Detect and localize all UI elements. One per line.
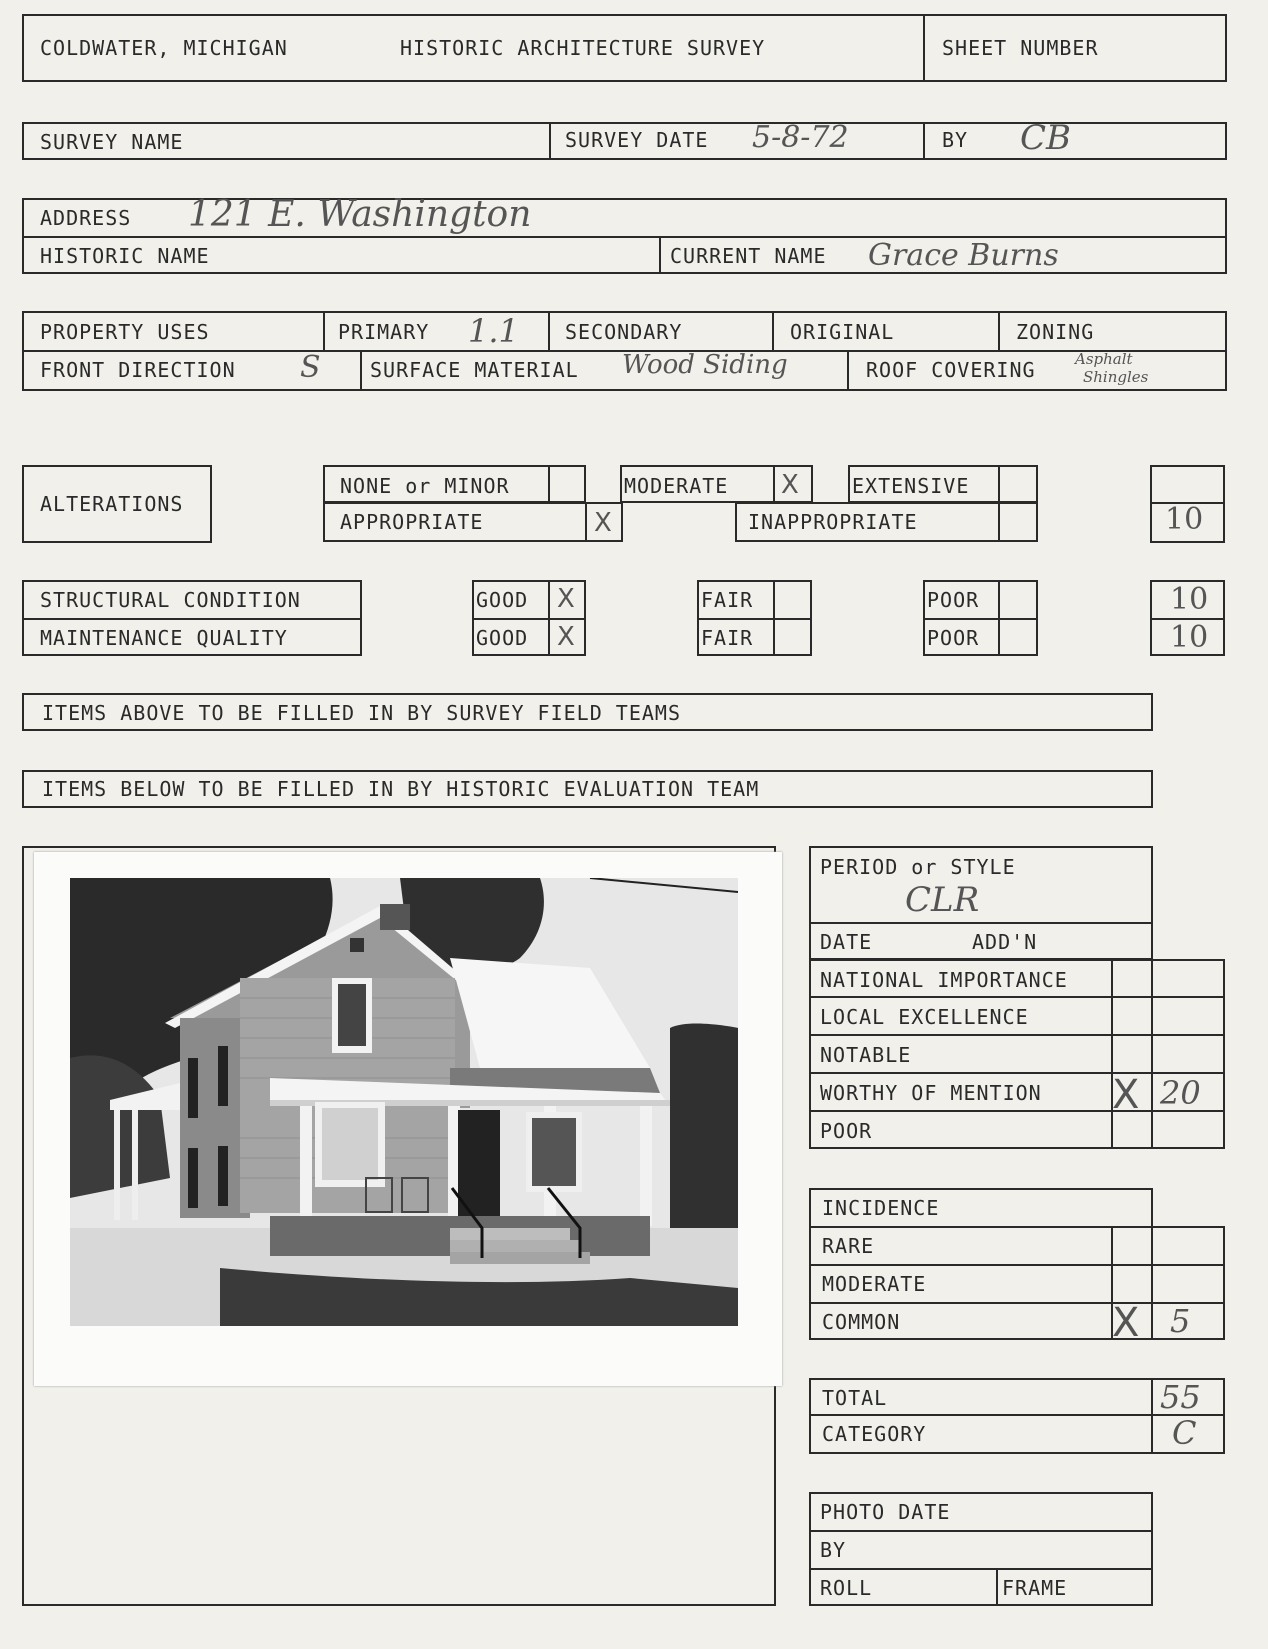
evaluation-poor-label: POOR bbox=[820, 1119, 873, 1143]
poor-box-check-div bbox=[998, 580, 1000, 656]
inappropriate-label: INAPPROPRIATE bbox=[748, 510, 918, 534]
roll-frame-divider bbox=[996, 1568, 998, 1606]
survey-by-value: CB bbox=[1020, 118, 1071, 158]
importance-row-2 bbox=[809, 1034, 1225, 1036]
alterations-label: ALTERATIONS bbox=[40, 492, 184, 516]
below-note-top bbox=[22, 770, 1153, 772]
condition-label-divider bbox=[22, 618, 362, 620]
property-div-c bbox=[772, 311, 774, 351]
total-label: TOTAL bbox=[822, 1386, 888, 1410]
current-name-divider bbox=[659, 236, 661, 274]
photo-info-row-1 bbox=[809, 1530, 1153, 1532]
current-name-value: Grace Burns bbox=[868, 238, 1059, 273]
incidence-row-2 bbox=[809, 1302, 1225, 1304]
current-name-label: CURRENT NAME bbox=[670, 244, 827, 268]
period-date-divider bbox=[809, 922, 1153, 924]
front-direction-label: FRONT DIRECTION bbox=[40, 358, 236, 382]
structural-score: 10 bbox=[1170, 582, 1209, 617]
importance-score-div bbox=[1151, 959, 1153, 1149]
period-style-label: PERIOD or STYLE bbox=[820, 855, 1016, 879]
surface-material-label: SURFACE MATERIAL bbox=[370, 358, 579, 382]
common-mark: X bbox=[1112, 1300, 1140, 1346]
frame-label: FRAME bbox=[1002, 1576, 1068, 1600]
worthy-of-mention-label: WORTHY OF MENTION bbox=[820, 1081, 1042, 1105]
good-box-divider bbox=[472, 618, 586, 620]
photo-info-row-2 bbox=[809, 1568, 1153, 1570]
house-photo bbox=[70, 878, 738, 1326]
common-score: 5 bbox=[1170, 1302, 1191, 1340]
extensive-check-div bbox=[998, 465, 1000, 503]
survey-date-value: 5-8-72 bbox=[752, 120, 849, 155]
maintenance-poor-label: POOR bbox=[927, 626, 980, 650]
maintenance-fair-label: FAIR bbox=[701, 626, 754, 650]
incidence-moderate-label: MODERATE bbox=[822, 1272, 927, 1296]
primary-value: 1.1 bbox=[468, 312, 519, 350]
property-div-e bbox=[360, 350, 362, 390]
fair-box-divider bbox=[697, 618, 812, 620]
maintenance-good-label: GOOD bbox=[476, 626, 529, 650]
incidence-label: INCIDENCE bbox=[822, 1196, 940, 1220]
poor-box-divider bbox=[923, 618, 1038, 620]
notable-label: NOTABLE bbox=[820, 1043, 912, 1067]
category-value: C bbox=[1172, 1414, 1197, 1452]
below-note-right bbox=[1151, 770, 1153, 808]
alterations-score: 10 bbox=[1165, 502, 1204, 537]
zoning-label: ZONING bbox=[1016, 320, 1095, 344]
none-minor-label: NONE or MINOR bbox=[340, 474, 510, 498]
local-excellence-label: LOCAL EXCELLENCE bbox=[820, 1005, 1029, 1029]
roll-label: ROLL bbox=[820, 1576, 873, 1600]
date-label: DATE bbox=[820, 930, 873, 954]
historic-name-label: HISTORIC NAME bbox=[40, 244, 210, 268]
address-label: ADDRESS bbox=[40, 206, 132, 230]
property-div-f bbox=[847, 350, 849, 390]
appropriate-label: APPROPRIATE bbox=[340, 510, 484, 534]
below-note: ITEMS BELOW TO BE FILLED IN BY HISTORIC EVALUATION TEAM bbox=[42, 777, 760, 801]
photo-by-label: BY bbox=[820, 1538, 847, 1562]
header-divider bbox=[923, 14, 925, 82]
property-div-a bbox=[323, 311, 325, 351]
total-value: 55 bbox=[1160, 1378, 1201, 1416]
totals-score-div bbox=[1151, 1378, 1153, 1454]
sheet-number-label: SHEET NUMBER bbox=[942, 36, 1099, 60]
roof-covering-value-2: Shingles bbox=[1083, 368, 1149, 386]
city-label: COLDWATER, MICHIGAN bbox=[40, 36, 288, 60]
address-value: 121 E. Washington bbox=[188, 194, 532, 235]
rare-label: RARE bbox=[822, 1234, 875, 1258]
importance-check-div bbox=[1111, 959, 1113, 1149]
good-box-check-div bbox=[548, 580, 550, 656]
structural-condition-label: STRUCTURAL CONDITION bbox=[40, 588, 301, 612]
importance-row-1 bbox=[809, 996, 1225, 998]
survey-row-bottom bbox=[22, 158, 1227, 160]
photo-date-label: PHOTO DATE bbox=[820, 1500, 951, 1524]
survey-row-left bbox=[22, 122, 24, 160]
property-div-b bbox=[548, 311, 550, 351]
maintenance-quality-label: MAINTENANCE QUALITY bbox=[40, 626, 288, 650]
primary-label: PRIMARY bbox=[338, 320, 430, 344]
roof-covering-value-1: Asphalt bbox=[1075, 350, 1133, 368]
structural-poor-label: POOR bbox=[927, 588, 980, 612]
none-minor-check-div bbox=[548, 465, 550, 503]
original-label: ORIGINAL bbox=[790, 320, 895, 344]
worthy-of-mention-mark: X bbox=[1112, 1072, 1140, 1118]
moderate-label: MODERATE bbox=[624, 474, 729, 498]
national-importance-label: NATIONAL IMPORTANCE bbox=[820, 968, 1068, 992]
survey-title: HISTORIC ARCHITECTURE SURVEY bbox=[400, 36, 766, 60]
property-uses-label: PROPERTY USES bbox=[40, 320, 210, 344]
maintenance-good-mark: X bbox=[557, 622, 575, 652]
fair-box-check-div bbox=[773, 580, 775, 656]
above-note: ITEMS ABOVE TO BE FILLED IN BY SURVEY FIELD TEAMS bbox=[42, 701, 682, 725]
extensive-label: EXTENSIVE bbox=[852, 474, 970, 498]
moderate-check-div bbox=[773, 465, 775, 503]
incidence-row-1 bbox=[809, 1264, 1225, 1266]
front-direction-value: S bbox=[300, 350, 321, 385]
roof-covering-label: ROOF COVERING bbox=[866, 358, 1036, 382]
house-photo-print bbox=[34, 852, 782, 1386]
property-div-d bbox=[998, 311, 1000, 351]
house-photo-image bbox=[70, 878, 738, 1326]
survey-name-label: SURVEY NAME bbox=[40, 130, 184, 154]
category-label: CATEGORY bbox=[822, 1422, 927, 1446]
secondary-label: SECONDARY bbox=[565, 320, 683, 344]
surface-material-value: Wood Siding bbox=[622, 350, 788, 380]
inappropriate-check-div bbox=[998, 502, 1000, 542]
period-style-value: CLR bbox=[905, 880, 980, 920]
moderate-mark: X bbox=[781, 470, 799, 500]
survey-date-label: SURVEY DATE bbox=[565, 128, 709, 152]
appropriate-check-div bbox=[585, 502, 587, 542]
structural-good-label: GOOD bbox=[476, 588, 529, 612]
survey-row-right bbox=[1225, 122, 1227, 160]
appropriate-mark: X bbox=[594, 508, 612, 538]
common-label: COMMON bbox=[822, 1310, 901, 1334]
worthy-of-mention-score: 20 bbox=[1160, 1074, 1201, 1112]
below-note-left bbox=[22, 770, 24, 808]
addn-label: ADD'N bbox=[972, 930, 1038, 954]
maintenance-score: 10 bbox=[1170, 620, 1209, 655]
incidence-score-div bbox=[1151, 1226, 1153, 1340]
structural-good-mark: X bbox=[557, 584, 575, 614]
survey-by-label: BY bbox=[942, 128, 969, 152]
below-note-bottom bbox=[22, 806, 1153, 808]
structural-fair-label: FAIR bbox=[701, 588, 754, 612]
survey-row-div1 bbox=[549, 122, 551, 160]
survey-row-div2 bbox=[923, 122, 925, 160]
